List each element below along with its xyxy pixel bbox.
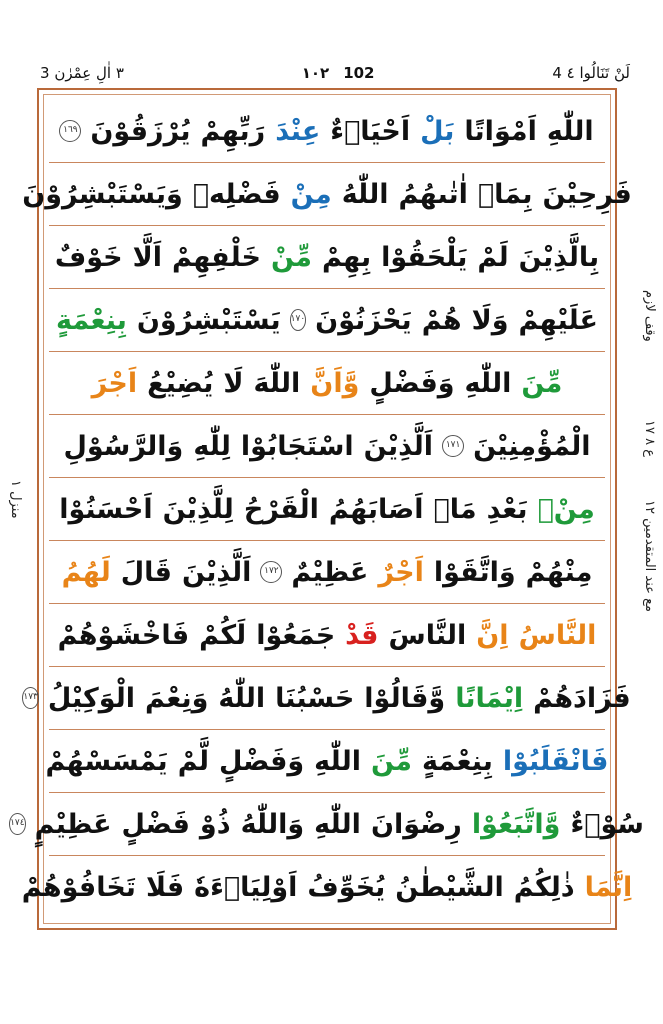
word: يَسْتَبْشِرُوْنَ (136, 304, 281, 336)
word: عَظِيْمٍ (34, 808, 112, 840)
word: اللّٰهُ (341, 178, 389, 210)
word: يُخَوِّفُ (307, 871, 386, 903)
word: لَكُمْ (199, 619, 247, 651)
word: لَّمْ (177, 745, 209, 777)
ayah-number-marker: ١٧٠ (290, 309, 307, 331)
word: وَاتَّقَوْا (433, 556, 516, 588)
word: اَلَّا (132, 241, 163, 273)
text-line (45, 730, 609, 793)
word: وَّقَالُوْا (364, 682, 446, 714)
word: بَلْ (420, 115, 455, 147)
ayah-number-marker: ١٧٤ (9, 813, 26, 835)
ayah-number-marker: ١٧٢ (260, 561, 282, 583)
word: تَخَافُوْهُمْ (21, 871, 136, 903)
word: وَّاَنَّ (310, 367, 360, 399)
ayah-number-marker: ١٧١ (442, 435, 464, 457)
word: بِنِعْمَةٍ (56, 304, 127, 336)
word: اَصَابَهُمُ (328, 493, 424, 525)
word: وَلَا (471, 304, 509, 336)
ayah-number-marker: ١٦٩ (59, 120, 81, 142)
page-header (40, 60, 630, 86)
page-number-urdu: ١٠٢ (301, 64, 330, 82)
word: وَفَضْلٍ (369, 367, 455, 399)
word: مِنْ (290, 178, 332, 210)
word: اسْتَجَابُوْا (240, 430, 354, 462)
word: بِهِمْ (321, 241, 372, 273)
word: اللّٰهِ (314, 808, 361, 840)
word: قَدْ (345, 619, 379, 651)
word: حَسْبُنَا (275, 682, 355, 714)
text-line (49, 226, 605, 289)
text-line (10, 793, 644, 856)
word: اللّٰهَ (253, 367, 301, 399)
word: اَجْرٌ (378, 556, 424, 588)
word: وَّاتَّبَعُوْا (471, 808, 561, 840)
surah-name: ٣ اٰلِ عِمْرٰن 3 (40, 64, 124, 82)
word: بِنِعْمَةٍ (421, 745, 493, 777)
ayah-number-marker: ١٧٣ (22, 687, 39, 709)
word: مِّنْ (270, 241, 312, 273)
word: اللّٰهِ (546, 115, 594, 147)
word: مَاۤ (433, 493, 477, 525)
word: الشَّيْطٰنُ (395, 871, 504, 903)
word: بِمَاۤ (477, 178, 533, 210)
ruku-marker: ع ٨ ١٧ (642, 420, 657, 457)
word: رِضْوَانَ (370, 808, 462, 840)
word: فَلَا (145, 871, 185, 903)
word: رَبِّهِمْ (200, 115, 266, 147)
word: ذٰلِكُمُ (513, 871, 575, 903)
word: الْمُؤْمِنِيْنَ (473, 430, 591, 462)
word: مِنْهُمْ (525, 556, 593, 588)
word: خَوْفٌ (54, 241, 123, 273)
word: اَوْلِيَاۤءَهٗ (194, 871, 298, 903)
word: قَالَ (120, 556, 172, 588)
word: فَرِحِيْنَ (542, 178, 632, 210)
word: فَزَادَهُمْ (533, 682, 631, 714)
text-line (49, 352, 605, 415)
word: اِيْمَانًا (455, 682, 524, 714)
word: يَحْزَنُوْنَ (315, 304, 412, 336)
word: وَنِعْمَ (145, 682, 209, 714)
word: مِّنَ (521, 367, 563, 399)
word: يُرْزَقُوْنَ (90, 115, 191, 147)
word: النَّاسُ (518, 619, 597, 651)
word: اللّٰهِ (464, 367, 512, 399)
waqf-label: وقف لازم (642, 290, 657, 342)
word: اَلَّذِيْنَ (363, 430, 434, 462)
word: النَّاسَ (388, 619, 467, 651)
text-line (23, 667, 631, 730)
word: الْقَرْحُ (243, 493, 319, 525)
word: وَاللّٰهُ (240, 808, 305, 840)
word: سُوْۤءٌ (570, 808, 644, 840)
manzil-label: منزل ١ (8, 480, 23, 519)
word: وَالرَّسُوْلِ (63, 430, 184, 462)
word: عِنْدَ (275, 115, 321, 147)
word: اَحْيَاۤءٌ (330, 115, 411, 147)
word: لِلّٰهِ (193, 430, 231, 462)
word: ذُوْ (199, 808, 231, 840)
word: فَانْقَلَبُوْا (502, 745, 609, 777)
text-line (22, 163, 632, 226)
muanaqah-note: مع عند المتقدمين ١٢ (642, 500, 657, 612)
word: هُمْ (421, 304, 462, 336)
word: عَلَيْهِمْ (518, 304, 598, 336)
word: بِالَّذِيْنَ (518, 241, 600, 273)
word: عَظِيْمٌ (291, 556, 369, 588)
word: يَلْحَقُوْا (381, 241, 468, 273)
word: مِنْۢ (537, 493, 595, 525)
word: فَضْلِهٖ (192, 178, 281, 210)
word: فَضْلٍ (121, 808, 190, 840)
page-number-latin: 102 (343, 64, 375, 82)
word: وَيَسْتَبْشِرُوْنَ (22, 178, 183, 210)
juz-name: لَنْ تَنَالُوا ٤ 4 (552, 64, 630, 82)
word: اٰتٰىهُمُ (398, 178, 468, 210)
word: خَلْفِهِمْ (172, 241, 261, 273)
word: الْوَكِيْلُ (47, 682, 136, 714)
word: لَمْ (477, 241, 509, 273)
word: لَا (223, 367, 244, 399)
word: جَمَعُوْا (256, 619, 336, 651)
word: اَحْسَنُوْا (59, 493, 153, 525)
word: لَهُمُ (61, 556, 111, 588)
word: اَمْوَاتًا (464, 115, 537, 147)
word: لِلَّذِيْنَ (162, 493, 234, 525)
text-line (49, 478, 605, 541)
text-line (49, 604, 605, 667)
text-line (49, 541, 605, 604)
word: اللّٰهُ (218, 682, 266, 714)
word: بَعْدِ (486, 493, 528, 525)
text-line (49, 100, 605, 163)
word: يَمْسَسْهُمْ (45, 745, 168, 777)
page-number (302, 64, 375, 82)
word: اِنَّ (476, 619, 509, 651)
word: وَفَضْلٍ (219, 745, 305, 777)
text-line (49, 415, 605, 478)
word: مِّنَ (370, 745, 412, 777)
word: اللّٰهِ (314, 745, 361, 777)
word: فَاخْشَوْهُمْ (57, 619, 190, 651)
word: اِنَّمَا (584, 871, 633, 903)
word: اَجْرَ (91, 367, 138, 399)
text-line (49, 289, 605, 352)
word: يُضِيْعُ (147, 367, 214, 399)
text-line (21, 856, 633, 918)
word: اَلَّذِيْنَ (181, 556, 252, 588)
